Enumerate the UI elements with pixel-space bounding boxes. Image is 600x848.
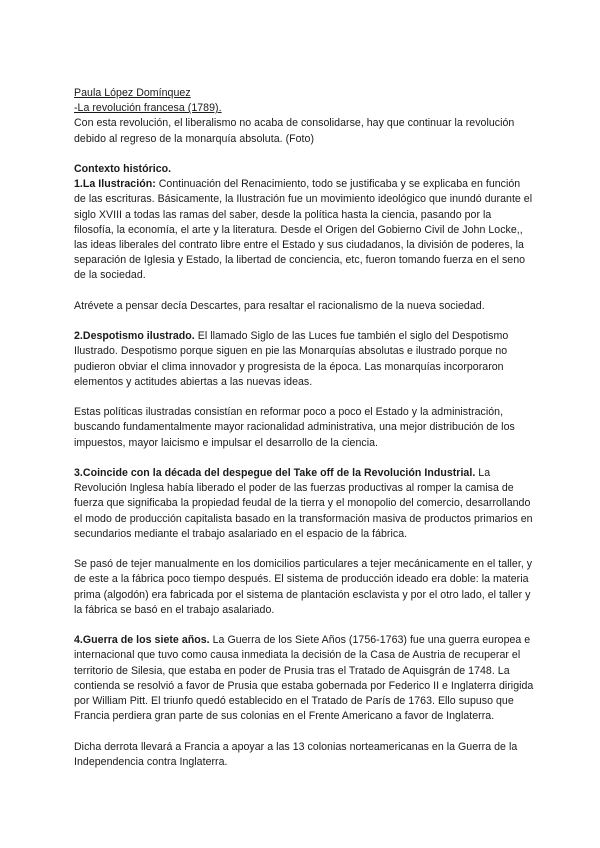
document-title: -La revolución francesa (1789). (74, 102, 222, 115)
section-guerra-heading: 4.Guerra de los siete años. (74, 634, 210, 647)
section-despotismo-extra: Estas políticas ilustradas consistían en reformar poco a poco el Estado y la administración, buscando fundamentalmente mayor racionalidad administrativa, una mejor distribución de los impuestos, mayor laicismo e impulsar el desarrollo de la ciencia. (74, 406, 515, 449)
section-ilustracion-extra: Atrévete a pensar decía Descartes, para resaltar el racionalismo de la nueva sociedad. (74, 299, 485, 312)
section-revolucion-industrial-body: La Revolución Inglesa había liberado el poder de las fuerzas productivas al romper la camisa de fuerza que significaba la propiedad feudal de la tierra y el monopolio del comercio, desarrollando el modo de producción capitalista basado en la transformación masiva de productos primarios en secundarios mediante el trabajo asalariado en el espacio de la fábrica. (74, 467, 533, 540)
context-heading: Contexto histórico. (74, 163, 172, 175)
section-revolucion-industrial-heading: 3.Coincide con la década del despegue del Take off de la Revolución Industrial. (74, 467, 476, 479)
section-ilustracion-paragraph (74, 177, 534, 283)
section-despotismo-body: El llamado Siglo de las Luces fue también el siglo del Despotismo Ilustrado. Despotismo porque siguen en pie las Monarquías absolutas e ilustrado porque no pudieron obviar el clima innovador y progresista de la época. Las monarquías incorporaron elementos y actitudes abiertas a las nuevas ideas. (74, 330, 509, 388)
document-page (74, 86, 534, 770)
section-guerra-paragraph (74, 633, 534, 724)
section-despotismo-heading: 2.Despotismo ilustrado. (74, 330, 195, 343)
section-ilustracion-body: Continuación del Renacimiento, todo se justificaba y se explicaba en función de las escrituras. Básicamente, la Ilustración fue un movimiento ideológico que inundó durante el siglo XVIII a todas las ramas del saber, desde la política hasta la ciencia, pasando por la filosofía, la economía, el arte y la literatura. Desde el Origen del Gobierno Civil de John Locke,, las ideas liberales del contrato libre entre el Estado y sus ciudadanos, la división de poderes, la separación de Iglesia y Estado, la libertad de conciencia, etc, fueron tomando fuerza en el seno de la sociedad. (74, 178, 533, 282)
section-ilustracion-heading: 1.La Ilustración: (74, 178, 156, 191)
section-despotismo-paragraph (74, 329, 534, 390)
section-guerra-body: La Guerra de los Siete Años (1756-1763) fue una guerra europea e internacional que tuvo como causa inmediata la decisión de la Casa de Austria de recuperar el territorio de Silesia, que estaba en poder de Prusia tras el Tratado de Aquisgrán de 1748. La contienda se resolvió a favor de Prusia que estaba gobernada por Federico II e Inglaterra dirigida por William Pitt. El triunfo quedó establecido en el Tratado de París de 1763. Ello supuso que Francia perdiera gran parte de sus colonias en el Frente Americano a favor de Inglaterra. (74, 634, 534, 723)
section-revolucion-industrial-extra: Se pasó de tejer manualmente en los domicilios particulares a tejer mecánicamente en el taller, y de este a la fábrica poco tiempo después. El sistema de producción ideado era doble: la materia prima (algodón) era fabricada por el sistema de plantación esclavista y por el otro lado, el taller y la fábrica se basó en el trabajo asalariado. (74, 558, 533, 616)
section-revolucion-industrial-paragraph (74, 466, 534, 542)
author-name: Paula López Domínquez (74, 87, 191, 99)
intro-paragraph: Con esta revolución, el liberalismo no acaba de consolidarse, hay que continuar la revolución debido al regreso de la monarquía absoluta. (Foto) (74, 117, 515, 145)
section-guerra-extra: Dicha derrota llevará a Francia a apoyar a las 13 colonias norteamericanas en la Guerra de la Independencia contra Inglaterra. (74, 740, 518, 768)
